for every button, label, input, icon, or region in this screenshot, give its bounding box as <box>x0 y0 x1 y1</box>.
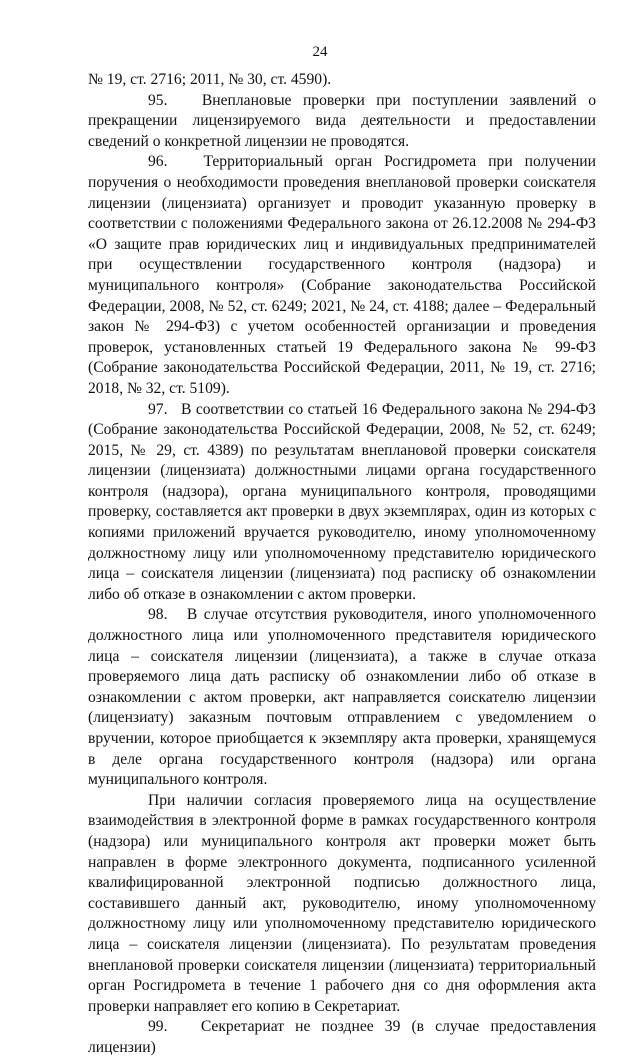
page-number: 24 <box>312 44 328 60</box>
paragraph-97: 97. В соответствии со статьей 16 Федерального закона № 294-ФЗ (Собрание законодательства Российской Федерации, 2008, № 52, ст. 6249; 2015, № 29, ст. 4389) по результатам внеплановой проверки соискателя лицензии (лицензиата) должностными лицами органа государственного контроля (надзора), органа муниципального контроля, проводящими проверку, составляется акт проверки в двух экземплярах, один из которых с копиями приложений вручается руководителю, иному уполномоченному должностному лицу или уполномоченному представителю юридического лица – соискателя лицензии (лицензиата) под расписку об ознакомлении либо об отказе в ознакомлении с актом проверки. <box>88 400 596 603</box>
paragraph-98-electronic: При наличии согласия проверяемого лица на осуществление взаимодействия в электронной форме в рамках государственного контроля (надзора) или муниципального контроля акт проверки может быть направлен в форме электронного документа, подписанного усиленной квалифицированной электронной подписью должностного лица, составившего данный акт, руководителю, иному уполномоченному должностному лицу или уполномоченному представителю юридического лица – соискателя лицензии (лицензиата). По результатам проведения внеплановой проверки соискателя лицензии (лицензиата) территориальный орган Росгидромета в течение 1 рабочего дня со дня оформления акта проверки направляет его копию в Секретариат. <box>88 791 596 1015</box>
paragraph-98: 98. В случае отсутствия руководителя, иного уполномоченного должностного лица или уполномоченного представителя юридического лица – соискателя лицензии (лицензиата), а также в случае отказа проверяемого лица дать расписку об ознакомлении либо об отказе в ознакомлении с актом проверки, акт направляется соискателю лицензии (лицензиату) заказным почтовым отправлением с уведомлением о вручении, которое приобщается к экземпляру акта проверки, хранящемуся в деле органа государственного контроля (надзора) или органа муниципального контроля. <box>88 606 596 789</box>
paragraph-96: 96. Территориальный орган Росгидромета при получении поручения о необходимости проведения внеплановой проверки соискателя лицензии (лицензиата) организует и проводит указанную проверку в соответствии с положениями Федерального закона от 26.12.2008 № 294-ФЗ «О защите прав юридических лиц и индивидуальных предпринимателей при осуществлении государственного контроля (надзора) и муниципального контроля» (Собрание законодательства Российской Федерации, 2008, № 52, ст. 6249; 2021, № 24, ст. 4188; далее – Федеральный закон № 294-ФЗ) с учетом особенностей организации и проведения проверок, установленных статьей 19 Федерального закона № 99-ФЗ (Собрание законодательства Российской Федерации, 2011, № 19, ст. 2716; 2018, № 32, ст. 5109). <box>88 153 596 397</box>
document-body <box>88 70 596 1059</box>
paragraph-95: 95. Внеплановые проверки при поступлении заявлений о прекращении лицензируемого вида деятельности и предоставлении сведений о конкретной лицензии не проводятся. <box>88 91 596 150</box>
paragraph-99: 99. Секретариат не позднее 39 (в случае предоставления лицензии) <box>88 1018 596 1056</box>
paragraph-continuation: № 19, ст. 2716; 2011, № 30, ст. 4590). <box>88 71 332 88</box>
